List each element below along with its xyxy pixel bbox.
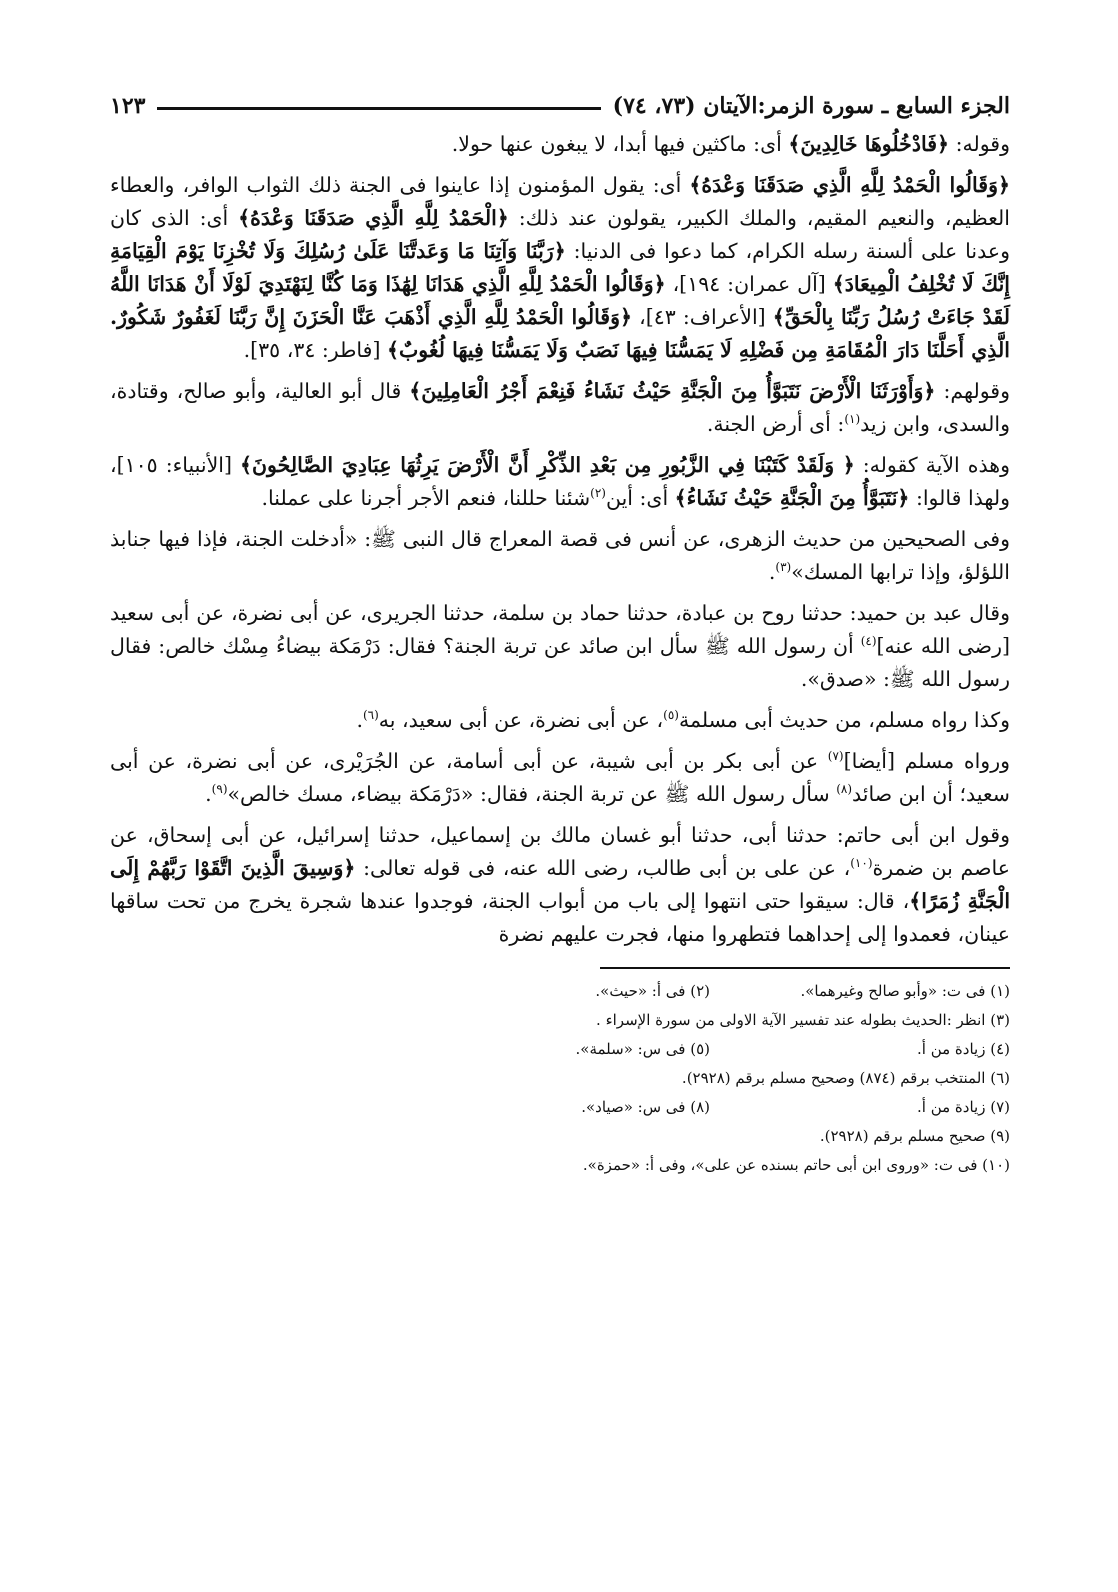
quran-quote: ﴿وَسِيقَ الَّذِينَ اتَّقَوْا رَبَّهُمْ إِلَى الْجَنَّةِ زُمَرًا﴾ bbox=[110, 856, 1011, 913]
footnote-ref: (٣) bbox=[775, 560, 792, 575]
paragraph-2 bbox=[110, 169, 1010, 367]
paragraph-1 bbox=[110, 128, 1010, 161]
paragraph-8 bbox=[110, 745, 1010, 811]
paragraph-3 bbox=[110, 375, 1010, 441]
text-run: : أى أرض الجنة. bbox=[706, 412, 845, 436]
footnote-ref: (٩) bbox=[211, 782, 228, 797]
text-run: وقولهم: bbox=[935, 379, 1010, 403]
text-run: ، عن أبى نضرة، عن أبى سعيد، به bbox=[378, 708, 664, 732]
text-run: [الأعراف: ٤٣]، bbox=[632, 305, 773, 329]
footnote-7: (٧) زيادة من أ. bbox=[917, 1098, 1010, 1116]
paragraph-4 bbox=[110, 449, 1010, 515]
text-run: أى: ماكثين فيها أبدا، لا يبغون عنها حولا. bbox=[451, 132, 789, 156]
footnote-5: (٥) فى س: «سلمة». bbox=[575, 1040, 710, 1058]
footnote-ref: (٥) bbox=[663, 708, 679, 723]
text-run: شئنا حللنا، فنعم الأجر أجرنا على عملنا. bbox=[261, 486, 591, 510]
footnote-ref: (٦) bbox=[362, 708, 379, 723]
text-run: وقول ابن أبى حاتم: حدثنا أبى، حدثنا أبو غسان مالك بن إسماعيل، حدثنا إسرائيل، عن أبى إسحاق، عن عاصم بن ضمرة bbox=[110, 823, 1011, 880]
footnote-row bbox=[110, 1151, 1010, 1180]
text-run: ، عن على بن أبى طالب، رضى الله عنه، فى قوله تعالى: bbox=[355, 856, 851, 880]
quran-quote: ﴿وَقَالُوا الْحَمْدُ لِلَّهِ الَّذِي صَدَقَنَا وَعْدَهُ﴾ bbox=[689, 173, 1010, 197]
footnote-ref: (٢) bbox=[590, 486, 606, 501]
text-run: ورواه مسلم [أيضا] bbox=[843, 749, 1010, 773]
footnote-row bbox=[110, 1035, 1010, 1064]
quran-quote: ﴿وَقَالُوا الْحَمْدُ لِلَّهِ الَّذِي هَدَانَا لِهَٰذَا وَمَا كُنَّا لِنَهْتَدِيَ لَوْلَا أَنْ هَدَانَا اللَّهُ لَقَدْ جَاءَتْ رُسُلُ رَبِّنَا بِالْحَقِّ﴾ bbox=[110, 272, 1010, 329]
footnote-divider bbox=[600, 967, 1010, 969]
text-run: عن أبى بكر بن أبى شيبة، عن أبى أسامة، عن الجُرَيْرى، عن أبى نضرة، عن أبى سعيد؛ أن ابن صائد bbox=[110, 749, 1010, 806]
text-run: سأل رسول الله ﷺ عن تربة الجنة، فقال: «دَرْمَكة بيضاء، مسك خالص» bbox=[227, 782, 837, 806]
text-run: أى: يقول المؤمنون إذا عاينوا فى الجنة ذلك الثواب الوافر، والعطاء العظيم، والنعيم المقيم، والملك الكبير، يقولون عند ذلك: bbox=[110, 173, 1010, 230]
text-run: وهذه الآية كقوله: bbox=[854, 453, 1010, 477]
footnote-row bbox=[110, 977, 1010, 1006]
text-run: . bbox=[768, 560, 776, 584]
footnote-10: (١٠) فى ت: «وروى ابن أبى حاتم بسنده عن على»، وفى أ: «حمزة». bbox=[582, 1156, 1010, 1174]
main-text bbox=[110, 128, 1010, 951]
quran-quote: ﴿رَبَّنَا وَآتِنَا مَا وَعَدتَّنَا عَلَىٰ رُسُلِكَ وَلَا تُخْزِنَا يَوْمَ الْقِيَامَةِ إِنَّكَ لَا تُخْلِفُ الْمِيعَادَ﴾ bbox=[110, 239, 1010, 296]
footnote-2: (٢) فى أ: «حيث». bbox=[595, 982, 710, 1000]
running-header bbox=[110, 88, 1010, 124]
text-run: ، قال: سيقوا حتى انتهوا إلى باب من أبواب الجنة، فوجدوا عندها شجرة يخرج من تحت ساقها عينان، فعمدوا إلى إحداهما فتطهروا منها، فجرت عليهم نضرة bbox=[110, 889, 1010, 946]
text-run: وقوله: bbox=[949, 132, 1010, 156]
paragraph-6 bbox=[110, 597, 1010, 696]
footnote-ref: (٧) bbox=[827, 749, 844, 764]
quran-quote: ﴿نَتَبَوَّأُ مِنَ الْجَنَّةِ حَيْثُ نَشَاءُ﴾ bbox=[674, 486, 910, 510]
text-run: أى: أين bbox=[605, 486, 675, 510]
footnote-1: (١) فى ت: «وأبو صالح وغيرهما». bbox=[800, 982, 1010, 1000]
text-run: . bbox=[356, 708, 363, 732]
quran-quote: ﴿فَادْخُلُوهَا خَالِدِينَ﴾ bbox=[788, 132, 950, 156]
text-run: أى: الذى كان وعدنا على ألسنة رسله الكرام، كما دعوا فى الدنيا: bbox=[110, 206, 1010, 263]
text-run: وكذا رواه مسلم، من حديث أبى مسلمة bbox=[678, 708, 1010, 732]
footnote-4: (٤) زيادة من أ. bbox=[917, 1040, 1010, 1058]
header-title: الجزء السابع ـ سورة الزمر:الآيتان (٧٣، ٧٤) bbox=[612, 93, 1010, 119]
footnote-3: (٣) انظر :الحديث بطوله عند تفسير الآية الاولى من سورة الإسراء . bbox=[596, 1011, 1010, 1029]
book-page bbox=[110, 88, 1010, 1180]
footnote-ref: (٨) bbox=[836, 782, 853, 797]
quran-quote: ﴿الْحَمْدُ لِلَّهِ الَّذِي صَدَقَنَا وَعْدَهُ﴾ bbox=[238, 206, 509, 230]
text-run: [الأنبياء: ١٠٥]، ولهذا قالوا: bbox=[110, 453, 1010, 510]
page-number: ١٢٣ bbox=[110, 93, 146, 119]
footnote-8: (٨) فى س: «صياد». bbox=[581, 1098, 710, 1116]
paragraph-9 bbox=[110, 819, 1010, 951]
footnote-row bbox=[110, 1064, 1010, 1093]
footnote-9: (٩) صحيح مسلم برقم (٢٩٢٨). bbox=[819, 1127, 1010, 1145]
quran-quote: ﴿وَأَوْرَثَنَا الْأَرْضَ نَتَبَوَّأُ مِنَ الْجَنَّةِ حَيْثُ نَشَاءُ فَنِعْمَ أَجْرُ الْعَامِلِينَ﴾ bbox=[409, 379, 936, 403]
text-run: وفى الصحيحين من حديث الزهرى، عن أنس فى قصة المعراج قال النبى ﷺ: «أدخلت الجنة، فإذا فيها جنابذ اللؤلؤ، وإذا ترابها المسك» bbox=[110, 527, 1010, 584]
text-run: [فاطر: ٣٤، ٣٥]. bbox=[243, 338, 387, 362]
footnotes bbox=[110, 977, 1010, 1180]
footnote-6: (٦) المنتخب برقم (٨٧٤) وصحيح مسلم برقم (٢٩٢٨). bbox=[681, 1069, 1010, 1087]
footnote-row bbox=[110, 1093, 1010, 1122]
text-run: أن رسول الله ﷺ سأل ابن صائد عن تربة الجنة؟ فقال: دَرْمَكة بيضاءُ مِسْك خالص: فقال رسول الله ﷺ: «صدق». bbox=[110, 634, 1010, 691]
footnote-ref: (١٠) bbox=[850, 856, 873, 871]
text-run: [آل عمران: ١٩٤]، bbox=[665, 272, 833, 296]
text-run: قال أبو العالية، وأبو صالح، وقتادة، والسدى، وابن زيد bbox=[110, 379, 1010, 436]
quran-quote: ﴿ وَلَقَدْ كَتَبْنَا فِي الزَّبُورِ مِن بَعْدِ الذِّكْرِ أَنَّ الْأَرْضَ يَرِثُهَا عِبَادِيَ الصَّالِحُونَ﴾ bbox=[239, 453, 855, 477]
text-run: . bbox=[205, 782, 212, 806]
paragraph-5 bbox=[110, 523, 1010, 589]
text-run: وقال عبد بن حميد: حدثنا روح بن عبادة، حدثنا حماد بن سلمة، حدثنا الجريرى، عن أبى نضرة، عن أبى سعيد [رضى الله عنه] bbox=[110, 601, 1010, 658]
header-rule bbox=[157, 107, 600, 110]
paragraph-7 bbox=[110, 704, 1010, 737]
footnote-row bbox=[110, 1006, 1010, 1035]
footnote-ref: (٤) bbox=[860, 634, 877, 649]
footnote-row bbox=[110, 1122, 1010, 1151]
quran-quote: ﴿وَقَالُوا الْحَمْدُ لِلَّهِ الَّذِي أَذْهَبَ عَنَّا الْحَزَنَ إِنَّ رَبَّنَا لَغَفُورٌ شَكُورٌ. الَّذِي أَحَلَّنَا دَارَ الْمُقَامَةِ مِن فَضْلِهِ لَا يَمَسُّنَا فِيهَا نَصَبٌ وَلَا يَمَسُّنَا فِيهَا لُغُوبٌ﴾ bbox=[110, 305, 1010, 362]
footnote-ref: (١) bbox=[844, 412, 861, 427]
